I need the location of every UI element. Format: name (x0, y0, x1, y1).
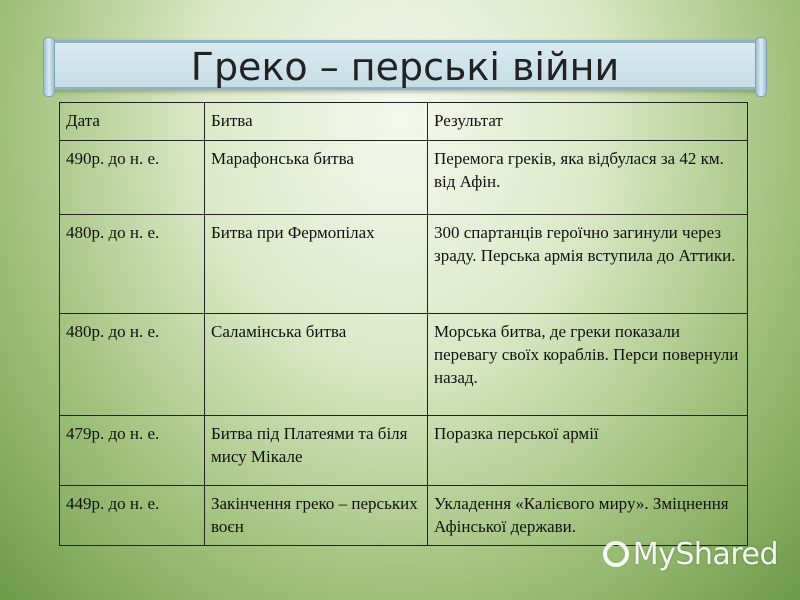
table-row (60, 141, 748, 215)
cell-battle: Битва при Фермопілах (205, 215, 428, 314)
wars-table (59, 102, 748, 546)
logo-ring-icon (603, 541, 629, 567)
table-header-row (60, 103, 748, 141)
cell-result: Перемога греків, яка відбулася за 42 км. від Афін. (428, 141, 748, 215)
table-row (60, 215, 748, 314)
cell-date: 480р. до н. е. (60, 314, 205, 416)
watermark-text: MyShared (632, 537, 778, 572)
cell-result: 300 спартанців героїчно загинули через зраду. Перська армія вступила до Аттики. (428, 215, 748, 314)
cell-battle: Саламінська битва (205, 314, 428, 416)
cell-date: 490р. до н. е. (60, 141, 205, 215)
header-result: Результат (428, 103, 748, 141)
cell-battle: Битва під Платеями та біля мису Мікале (205, 416, 428, 486)
cell-date: 449р. до н. е. (60, 486, 205, 546)
cell-result: Укладення «Калієвого миру». Зміцнення Афінської держави. (428, 486, 748, 546)
header-battle: Битва (205, 103, 428, 141)
header-date: Дата (60, 103, 205, 141)
cell-date: 480р. до н. е. (60, 215, 205, 314)
cell-result: Морська битва, де греки показали перевагу своїх кораблів. Перси повернули назад. (428, 314, 748, 416)
slide-title: Греко – перські війни (190, 45, 620, 89)
title-banner (48, 40, 762, 90)
table-row (60, 416, 748, 486)
cell-date: 479р. до н. е. (60, 416, 205, 486)
cell-battle: Закінчення греко – перських воєн (205, 486, 428, 546)
cell-result: Поразка перської армії (428, 416, 748, 486)
table-row (60, 314, 748, 416)
cell-battle: Марафонська битва (205, 141, 428, 215)
watermark-logo (603, 537, 778, 572)
